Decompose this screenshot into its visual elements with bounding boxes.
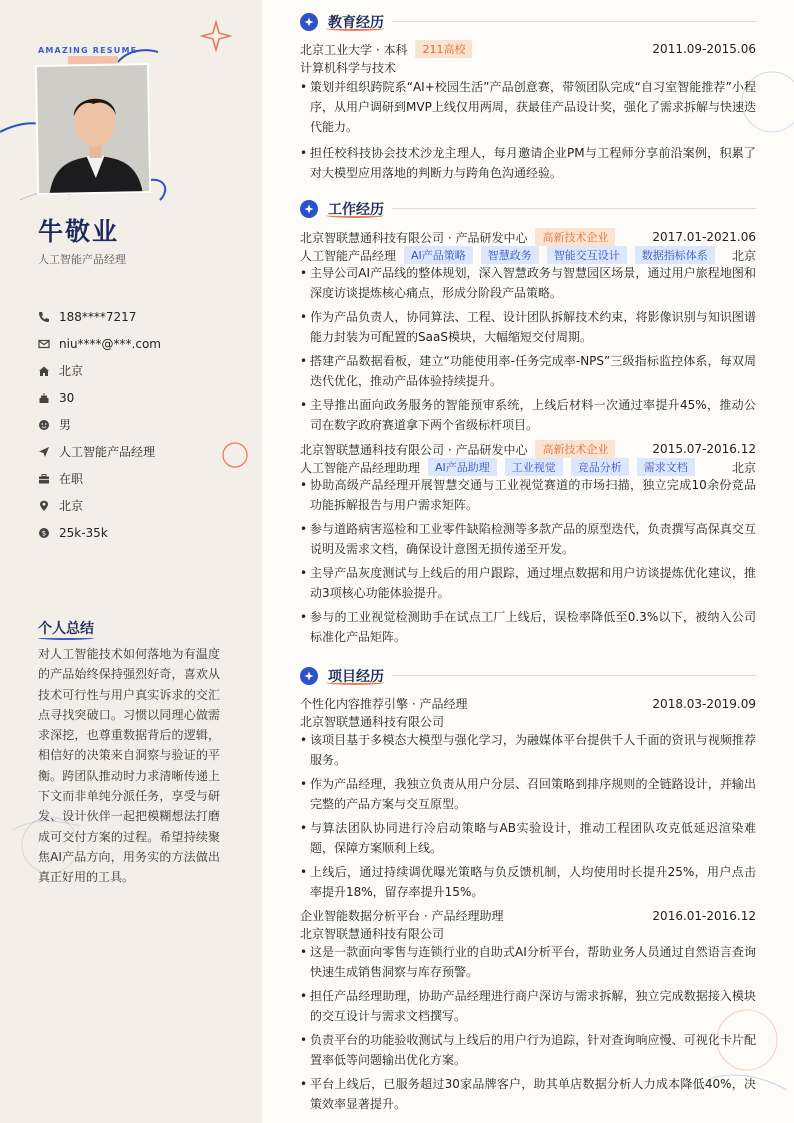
contact-home [38, 357, 248, 384]
contact-location [38, 492, 248, 519]
skill-tag: 需求文档 [637, 458, 695, 476]
section-divider [392, 675, 756, 676]
skill-tag: 竞品分析 [571, 458, 629, 476]
contact-text: 北京 [59, 364, 84, 378]
list-item: • 参与道路病害巡检和工业零件缺陷检测等多款产品的原型迭代，负责撰写高保真交互说明及需求文档，确保设计意图无损传递至开发。 [300, 519, 756, 559]
project-bullets [300, 730, 756, 906]
education-bullets [300, 77, 756, 187]
list-item: • 上线后，通过持续调优曝光策略与负反馈机制，人均使用时长提升25%，用户点击率提升18%，留存率提升15%。 [300, 862, 756, 902]
section-title: 工作经历 [328, 202, 384, 218]
list-item: • 该项目基于多模态大模型与强化学习，为融媒体平台提供千人千面的资讯与视频推荐服务。 [300, 730, 756, 770]
section-underline [326, 213, 384, 218]
job-header-row [300, 440, 756, 458]
contact-phone [38, 303, 248, 330]
contact-email [38, 330, 248, 357]
section-badge-icon [300, 667, 318, 685]
skill-tag: 智慧政务 [481, 246, 539, 264]
job-role-row [300, 246, 756, 264]
location-icon [38, 500, 50, 512]
contact-text: niu****@***.com [59, 336, 161, 351]
job-company: 北京智联慧通科技有限公司 · 产品研发中心 [300, 230, 528, 245]
star-icon [200, 20, 232, 52]
summary-text: 对人工智能技术如何落地为有温度的产品始终保持强烈好奇，喜欢从技术可行性与用户真实诉求的交汇点寻找突破口。习惯以同理心做需求深挖，也尊重数据背后的逻辑，相信好的决策来自洞察与验证的平衡。跨团队推动时力求清晰传递上下文而非单纯分派任务，享受与研发、设计伙伴一起把模糊想法打磨成可交付方案的过程。希望持续聚焦AI产品方向，用务实的方法做出真正好用的工具。 [38, 647, 220, 885]
contact-text: 男 [59, 418, 72, 432]
list-item: • 搭建产品数据看板，建立“功能使用率-任务完成率-NPS”三级指标监控体系，每双周迭代优化，推动产品体验持续提升。 [300, 351, 756, 391]
job-date: 2017.01-2021.06 [652, 230, 756, 244]
send-icon [38, 446, 50, 458]
job-date: 2015.07-2016.12 [652, 442, 756, 456]
list-item: • 担任产品经理助理，协助产品经理进行商户深访与需求拆解，独立完成数据接入模块的交互设计与需求文档撰写。 [300, 986, 756, 1026]
candidate-name: 牛敬业 [38, 217, 120, 246]
main-content [262, 0, 794, 1123]
project-company-row [300, 925, 756, 942]
summary-heading: 个人总结 [38, 621, 94, 637]
list-item: • 负责平台的功能验收测试与上线后的用户行为追踪，针对查询响应慢、可视化卡片配置率低等问题输出优化方案。 [300, 1030, 756, 1070]
section-underline [326, 680, 384, 685]
list-item: • 担任校科技协会技术沙龙主理人，每月邀请企业PM与工程师分享前沿案例，积累了对大模型应用落地的判断力与跨角色沟通经验。 [300, 143, 756, 183]
section-divider [392, 21, 756, 22]
list-item: • 主导推出面向政务服务的智能预审系统，上线后材料一次通过率提升45%，推动公司在数字政府赛道拿下两个省级标杆项目。 [300, 395, 756, 435]
contact-text: 25k-35k [59, 525, 108, 540]
contact-text: 人工智能产品经理 [59, 445, 156, 459]
list-item: • 平台上线后，已服务超过30家品牌客户，助其单店数据分析人力成本降低40%，决策效率显著提升。 [300, 1074, 756, 1114]
section-underline [326, 26, 384, 31]
contact-text: 188****7217 [59, 309, 137, 324]
list-item: • 主导产品灰度测试与上线后的用户跟踪，通过埋点数据和用户访谈提炼优化建议，推动3项核心功能体验提升。 [300, 563, 756, 603]
project-header-row [300, 907, 756, 924]
section-title: 教育经历 [328, 15, 384, 31]
education-major-row [300, 59, 756, 76]
avatar [35, 63, 151, 195]
candidate-subtitle: 人工智能产品经理 [38, 253, 126, 266]
project-company: 北京智联慧通科技有限公司 [300, 927, 445, 941]
job-role: 人工智能产品经理 [300, 248, 397, 263]
company-tag: 高新技术企业 [535, 440, 615, 458]
job-header-row [300, 228, 756, 246]
contact-text: 北京 [59, 499, 84, 513]
briefcase-icon [38, 473, 50, 485]
summary-underline [38, 636, 94, 640]
major: 计算机科学与技术 [300, 61, 397, 75]
list-item: • 主导公司AI产品线的整体规划，深入智慧政务与智慧园区场景，通过用户旅程地图和深度访谈提炼核心痛点，形成分阶段产品策略。 [300, 263, 756, 303]
project-header-row [300, 695, 756, 712]
photo-frame [36, 64, 150, 196]
mail-icon [38, 338, 50, 350]
contact-text: 在职 [59, 472, 84, 486]
list-item: • 协助高级产品经理开展智慧交通与工业视觉赛道的市场扫描，独立完成10余份竞品功能拆解报告与用户需求矩阵。 [300, 475, 756, 515]
skill-tag: AI产品助理 [428, 458, 497, 476]
list-item: • 与算法团队协同进行冷启动策略与AB实验设计，推动工程团队攻克低延迟渲染难题，保障方案顺利上线。 [300, 818, 756, 858]
home-icon [38, 365, 50, 377]
job-company: 北京智联慧通科技有限公司 · 产品研发中心 [300, 442, 528, 457]
contact-intent [38, 438, 248, 465]
list-item: • 策划并组织跨院系“AI+校园生活”产品创意赛，带领团队完成“自习室智能推荐”小程序，从用户调研到MVP上线仅用两周，获最佳产品设计奖，强化了需求拆解与快速迭代能力。 [300, 77, 756, 137]
education-date: 2011.09-2015.06 [652, 42, 756, 56]
skill-tag: 智能交互设计 [547, 246, 627, 264]
project-name: 个性化内容推荐引擎 · 产品经理 [300, 697, 468, 711]
project-date: 2018.03-2019.09 [652, 696, 756, 711]
section-title: 项目经历 [328, 669, 384, 685]
job-city: 北京 [731, 460, 756, 475]
contact-text: 30 [59, 390, 75, 405]
list-item: • 作为产品经理，我独立负责从用户分层、召回策略到排序规则的全链路设计，并输出完整的产品方案与交互原型。 [300, 774, 756, 814]
list-item: • 作为产品负责人，协同算法、工程、设计团队拆解技术约束，将影像识别与知识图谱能力封装为可配置的SaaS模块，大幅缩短交付周期。 [300, 307, 756, 347]
job-role: 人工智能产品经理助理 [300, 460, 421, 475]
education-header-row [300, 40, 756, 58]
project-company: 北京智联慧通科技有限公司 [300, 715, 445, 729]
list-item: • 参与的工业视觉检测助手在试点工厂上线后，误检率降低至0.3%以下，被纳入公司标准化产品矩阵。 [300, 607, 756, 647]
skill-tag: 工业视觉 [505, 458, 563, 476]
skill-tag: AI产品策略 [404, 246, 473, 264]
contact-age [38, 384, 248, 411]
project-date: 2016.01-2016.12 [652, 908, 756, 923]
contact-gender [38, 411, 248, 438]
project-name: 企业智能数据分析平台 · 产品经理助理 [300, 909, 504, 923]
skill-tag: 数据指标体系 [635, 246, 715, 264]
contact-status [38, 465, 248, 492]
age-icon [38, 392, 50, 404]
gender-icon [38, 419, 50, 431]
contact-list [38, 303, 248, 546]
job-role-row [300, 458, 756, 476]
contact-salary [38, 519, 248, 546]
school-name: 北京工业大学 · 本科 [300, 42, 408, 57]
phone-icon [38, 311, 50, 323]
section-divider [392, 208, 756, 209]
school-tag: 211高校 [415, 40, 472, 58]
company-tag: 高新技术企业 [535, 228, 615, 246]
svg-text:$: $ [41, 529, 47, 538]
sidebar [0, 0, 262, 1123]
tagline: AMAZING RESUME [38, 46, 138, 55]
list-item: • 这是一款面向零售与连锁行业的自助式AI分析平台，帮助业务人员通过自然语言查询快速生成销售洞察与库存预警。 [300, 942, 756, 982]
job-city: 北京 [731, 248, 756, 263]
job-bullets [300, 475, 756, 651]
project-bullets [300, 942, 756, 1118]
project-company-row [300, 713, 756, 730]
section-badge-icon [300, 200, 318, 218]
section-badge-icon [300, 13, 318, 31]
job-bullets [300, 263, 756, 439]
salary-icon [38, 527, 50, 539]
